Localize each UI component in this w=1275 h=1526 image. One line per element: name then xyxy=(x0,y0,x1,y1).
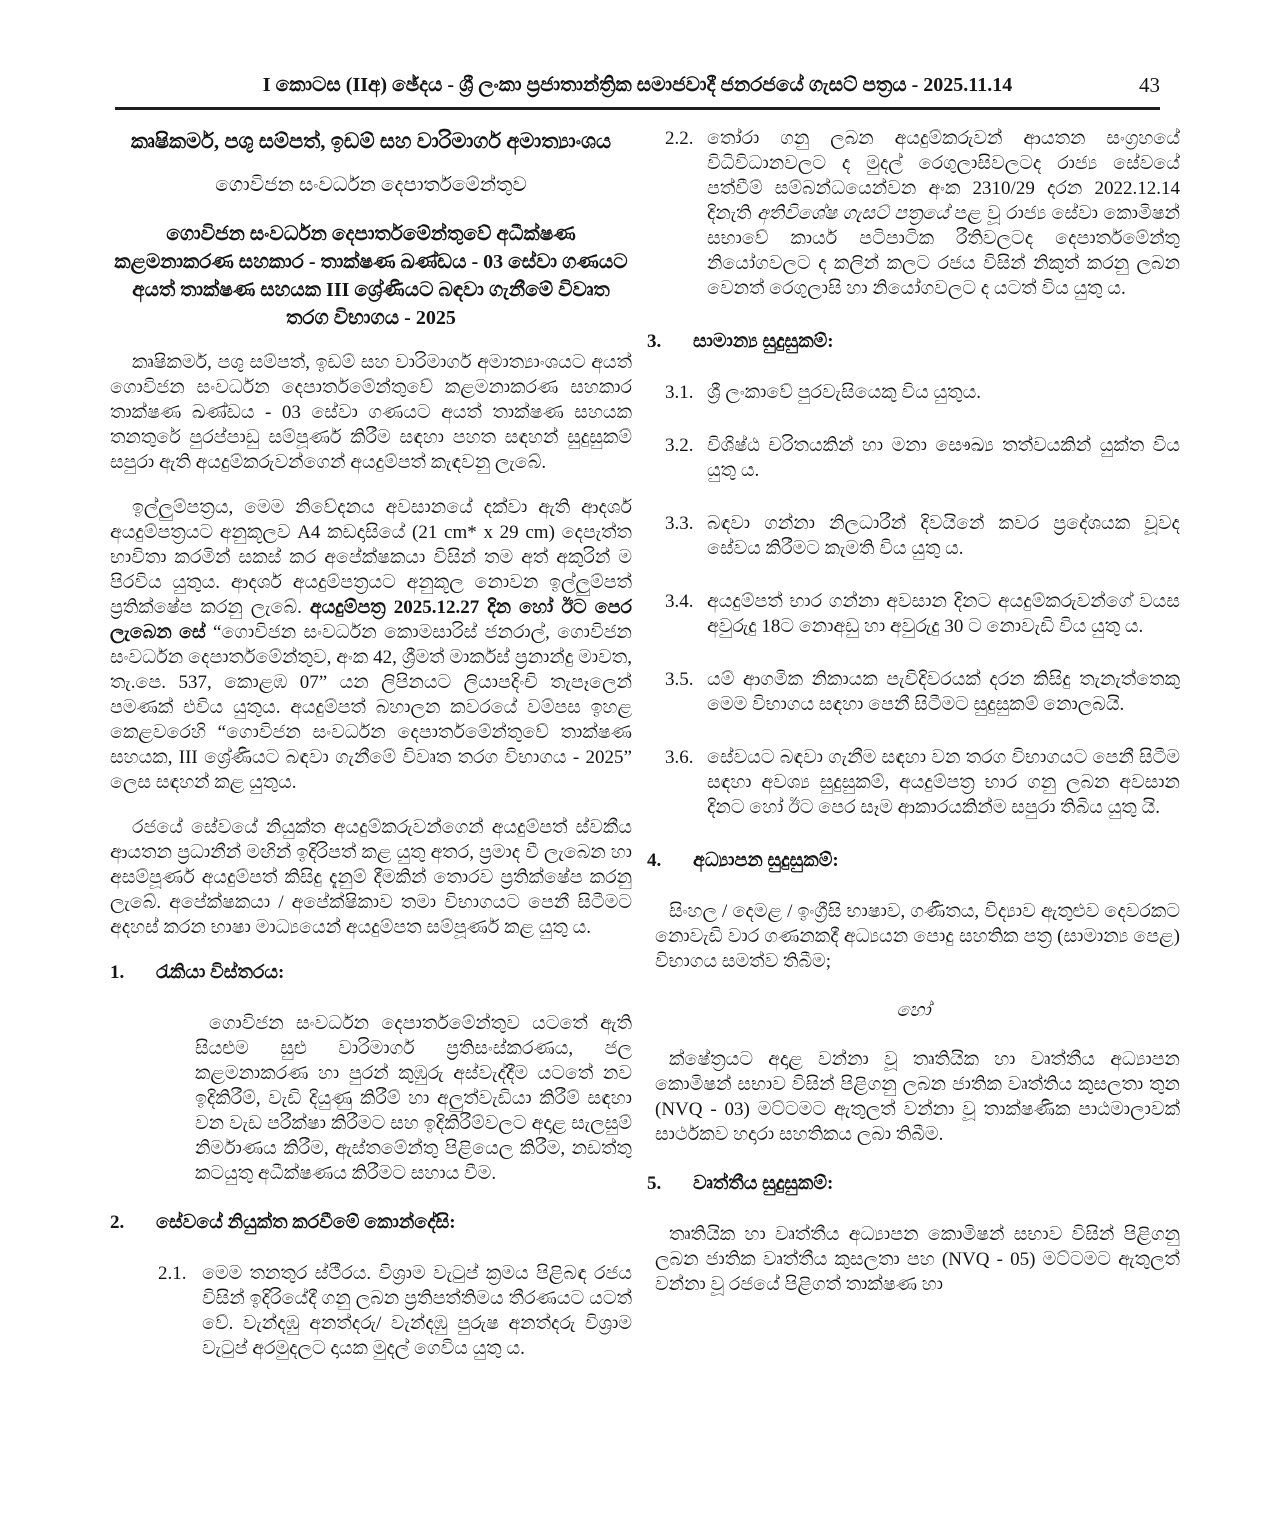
section-heading-label: රැකියා විස්තරය: xyxy=(156,962,285,983)
text-run: ක්ෂේත්‍රයට අදාළ වන්නා වූ තෘතියික හා වෘත්තීය අධ්‍යාපන කොමිෂන් සභාව විසින් පිළිගනු ලබන ජාතික වෘත්තිය කුසලතා තුන (NVQ - 03) මට්ටමට ඇතුලත් වන්නා වූ තාක්ෂණික පාඨමාලාවක් සාර්ථකව හදාරා සහතිකය ලබා තිබීම. xyxy=(655,1049,1180,1145)
clause-number: 2.1. xyxy=(158,1263,187,1284)
educational-qualification-paragraph xyxy=(655,899,1180,974)
text-run: “ගොවිජන සංවර්ධන කොමසාරිස් ජනරාල්, ගොවිජන සංවර්ධන දෙපාර්තමේන්තුව, අංක 42, ශ්‍රීමත් මාර්කස් ප්‍රනාන්දු මාවත, තැ.පෙ. 537, කොළඹ 07” යන ලිපිනයට ලියාපදිංචි තැපෑලෙන් පමණක් එවිය යුතුය. අයදුම්පත් බහාලන කවරයේ වම්පස ඉහළ කෙළවරෙහි “ගොවිජන සංවර්ධන දෙපාර්තමේන්තුවේ තාක්ෂණ සහයක, III ශ්‍රේණියට බඳවා ගැනීමේ විවෘත තරග විභාගය - 2025” ලෙස සඳහන් කළ යුතුය. xyxy=(110,622,632,793)
notice-title: ගොවිජන සංවර්ධන දෙපාර්තමේන්තුවේ අධීක්ෂණ කළමනාකරණ සහකාර - තාක්ෂණ ඛණ්ඩය - 03 සේවා ගණයට අයත් තාක්ෂණ සහයක III ශ්‍රේණියට බඳවා ගැනීමේ විවෘත තරග විභාගය - 2025 xyxy=(114,223,628,329)
clause-2-2 xyxy=(647,126,1180,301)
text-run: ඉල්ලුම්පත්‍රය, මෙම නිවේදනය අවසානයේ දක්වා ඇති ආදර්ශ අයදුම්පත්‍රයට අනුකූලව A4 කඩදාසියේ (21 cm* x 29 cm) දෙපැත්ත භාවිතා කරමින් සකස් කර අපේක්ෂකයා විසින් තම අත් අකුරින් ම පිරවිය යුතුය. ආදර්ශ අයදුම්පත්‍රයට අනුකූල නොවන ඉල්ලුම්පත් ප්‍රතික්ෂේප කරනු ලැබේ. xyxy=(110,497,632,618)
text-run: අයදුම්පත් භාර ගන්නා අවසාන දිනට අයදුම්කරුවන්ගේ වයස අවුරුදු 18ට නොඅඩු හා අවුරුදු 30 ට නොවැඩි විය යුතු ය. xyxy=(707,591,1180,637)
right-column xyxy=(647,126,1180,1389)
section-number: 1. xyxy=(110,962,125,983)
clause-text xyxy=(707,667,1180,717)
clause-number: 3.5. xyxy=(665,669,694,690)
ministry-title: කෘෂිකර්ම, පශු සම්පත්, ඉඩම් සහ වාරිමාර්ග අමාත්‍යාංශය xyxy=(130,129,612,153)
clause-3-3 xyxy=(647,511,1180,561)
text-run: බඳවා ගන්නා නිලධාරීන් දිවයිනේ කවර ප්‍රදේශයක වූවද සේවය කිරීමට කැමති විය යුතු ය. xyxy=(707,513,1180,559)
header-rule xyxy=(115,107,1160,110)
text-run: පළ වූ රාජ්‍ය සේවා කොමිෂන් සභාවේ කාර්ය පටිපාටික රීතිවලටද දෙපාර්තමේන්තු නියෝගවලට ද කලින් කලට රජය විසින් නිකුත් කරනු ලබන වෙනත් රෙගුලාසි හා නියෝගවලට ද යටත් විය යුතු ය. xyxy=(707,203,1181,299)
section-heading-label: අධ්‍යාපන සුදුසුකම්: xyxy=(693,850,839,871)
content-columns xyxy=(110,126,1180,1389)
clause-number: 3.1. xyxy=(665,382,694,403)
section-number: 2. xyxy=(110,1212,125,1233)
page-number: 43 xyxy=(1139,73,1160,97)
text-run: තෝරා ගනු ලබන අයදුම්කරුවන් ආයතන සංග්‍රහයේ විධිවිධානවලට ද මුදල් රෙගුලාසිවලටද රාජ්‍ය සේවයේ පත්වීම් සම්බන්ධයෙන්වන අංක 2310/29 දරන 2022.12.14 දිනැති xyxy=(707,128,1180,224)
text-run: යම් ආගමික නිකායක පැවිදිවරයක් දරන කිසිදු තැනැත්තෙකු මෙම විභාගය සඳහා පෙනී සිටීමට සුදුසුකම් නොලබයි. xyxy=(707,669,1180,715)
section-heading-label: වෘත්තීය සුදුසුකම්: xyxy=(693,1173,834,1194)
clause-text xyxy=(707,745,1180,820)
text-run: තෘතියික හා වෘත්තීය අධ්‍යාපන කොමිෂන් සභාව විසින් පිළිගනු ලබන ජාතික වෘත්තීය කුසලතා පහ (NVQ - 05) මට්ටමට ඇතුලත් වන්නා වූ රජයේ පිළිගත් තාක්ෂණ හා xyxy=(655,1224,1180,1295)
text-run: විශිෂ්ඨ චරිතයකින් හා මනා සෞඛ්‍ය තත්වයකින් යුක්ත විය යුතු ය. xyxy=(707,435,1180,481)
italic-text-run: අතිවිශේෂ ගැසට් පත්‍රයේ xyxy=(756,203,949,224)
section-heading-job-description xyxy=(110,960,632,985)
section-heading-educational-qualifications xyxy=(647,848,1180,873)
or-separator: හෝ xyxy=(896,1000,931,1021)
text-run: රජයේ සේවයේ නියුක්ත අයදුම්කරුවන්ගෙන් අයදුම්පත් ස්වකීය ආයතන ප්‍රධානීන් මඟින් ඉදිරිපත් කළ යුතු අතර, ප්‍රමාද වී ලැබෙන හා අසම්පූර්ණ අයදුම්පත් කිසිදු දැනුම් දීමකින් තොරව ප්‍රතික්ෂේප කරනු ලැබේ. අපේක්ෂකයා / අපේක්ෂිකාව තමා විභාගයට පෙනී සිටීමට අදහස් කරන භාෂා මාධ්‍යයෙන් අයදුම්පත සම්පූර්ණ කළ යුතු ය. xyxy=(110,817,632,938)
department-title: ගොවිජන සංවර්ධන දෙපාර්තමේන්තුව xyxy=(215,174,527,196)
section-heading-label: සේවයේ නියුක්ත කරවීමේ කොන්දේසි: xyxy=(156,1212,456,1233)
clause-number: 2.2. xyxy=(665,128,694,149)
clause-3-5 xyxy=(647,667,1180,717)
clause-3-1 xyxy=(647,380,1180,405)
left-column xyxy=(110,126,632,1389)
section-heading-service-conditions xyxy=(110,1210,632,1235)
job-description-paragraph xyxy=(195,1011,632,1186)
clause-text xyxy=(707,380,1180,405)
section-heading-professional-qualifications xyxy=(647,1171,1180,1196)
clause-number: 3.2. xyxy=(665,435,694,456)
intro-paragraph xyxy=(110,350,632,475)
clause-number: 3.3. xyxy=(665,513,694,534)
text-run: සේවයට බඳවා ගැනීම සඳහා වන තරග විභාගයට පෙනී සිටීම සඳහා අවශ්‍ය සුදුසුකම්, අයදුම්පත්‍ර භාර ගනු ලබන අවසාන දිනට හෝ ඊට පෙර සෑම ආකාරයකින්ම සපුරා තිබිය යුතු යි. xyxy=(707,747,1180,818)
section-number: 3. xyxy=(647,331,662,352)
text-run: ගොවිජන සංවර්ධන දෙපාර්තමේන්තුව යටතේ ඇති සියළුම සුළු වාරිමාර්ග ප්‍රතිසංස්කරණය, ජල කළමනාකරණ හා පුරන් කුඹුරු අස්වැද්දීම යටතේ නව ඉදිකිරීම්, වැඩි දියුණු කිරීම් හා අලුත්වැඩියා කිරීම් සඳහා වන වැඩ පරීක්ෂා කිරීමට සහ ඉදිකිරීම්වලට අදාළ සැලසුම් නිර්මාණය කිරීම, ඇස්තමේන්තු පිළියෙල කිරීම, නඩත්තු කටයුතු අධීක්ෂණය කිරීමට සහාය වීම. xyxy=(195,1013,632,1184)
section-number: 4. xyxy=(647,850,662,871)
clause-3-6 xyxy=(647,745,1180,820)
clause-number: 3.6. xyxy=(665,747,694,768)
nvq3-qualification-paragraph xyxy=(655,1047,1180,1147)
nvq5-qualification-paragraph xyxy=(655,1222,1180,1297)
clause-3-2 xyxy=(647,433,1180,483)
section-number: 5. xyxy=(647,1173,662,1194)
clause-2-1 xyxy=(110,1261,632,1361)
gazette-header-title: I කොටස (IIඅ) ඡේදය - ශ්‍රී ලංකා ප්‍රජාතාන්ත්‍රික සමාජවාදී ජනරජයේ ගැසට් පත්‍රය - 2025.11.14 xyxy=(262,74,1013,96)
clause-text xyxy=(707,433,1180,483)
clause-text xyxy=(707,589,1180,639)
government-applicants-paragraph xyxy=(110,815,632,940)
text-run: ශ්‍රී ලංකාවේ පුරවැසියෙකු විය යුතුය. xyxy=(707,382,981,403)
text-run: සිංහල / දෙමළ / ඉංග්‍රීසි භාෂාව, ගණිතය, විද්‍යාව ඇතුළුව දෙවරකට නොවැඩි වාර ගණනකදී අධ්‍යයන පොදු සහතික පත්‍ර (සාමාන්‍ය පෙළ) විභාගය සමත්ව තිබීම; xyxy=(655,901,1180,972)
page-header xyxy=(115,72,1160,100)
section-heading-general-qualifications xyxy=(647,329,1180,354)
application-instructions-paragraph xyxy=(110,495,632,795)
clause-3-4 xyxy=(647,589,1180,639)
clause-text xyxy=(707,126,1180,301)
bold-text-run: අයදුම්පත්‍ර 2025.12.27 දින හෝ ඊට පෙර ලැබෙන සේ xyxy=(110,597,632,643)
clause-text xyxy=(707,511,1180,561)
text-run: කෘෂිකර්ම, පශු සම්පත්, ඉඩම් සහ වාරිමාර්ග අමාත්‍යාංශයට අයත් ගොවිජන සංවර්ධන දෙපාර්තමේන්තුවේ කළමනාකරණ සහකාර තාක්ෂණ ඛණ්ඩය - 03 සේවා ගණයට අයත් තාක්ෂණ සහයක තනතුරේ පුරප්පාඩු සම්පූර්ණ කිරීම සඳහා පහත සඳහන් සුදුසුකම් සපුරා ඇති අයදුම්කරුවන්ගෙන් අයදුම්පත් කැඳවනු ලැබේ. xyxy=(110,352,632,473)
section-heading-label: සාමාන්‍ය සුදුසුකම්: xyxy=(693,331,834,352)
clause-text xyxy=(202,1261,632,1361)
clause-number: 3.4. xyxy=(665,591,694,612)
text-run: මෙම තනතුර ස්ථීරය. විශ්‍රාම වැටුප් ක්‍රමය පිළිබඳ රජය විසින් ඉදිරියේදී ගනු ලබන ප්‍රතිපත්තිමය තීරණයට යටත් වේ. වැන්දඹු අනත්දරු/ වැන්දඹු පුරුෂ අනත්දරු විශ්‍රාම වැටුප් අරමුදලට දායක මුදල් ගෙවිය යුතු ය. xyxy=(202,1263,632,1359)
